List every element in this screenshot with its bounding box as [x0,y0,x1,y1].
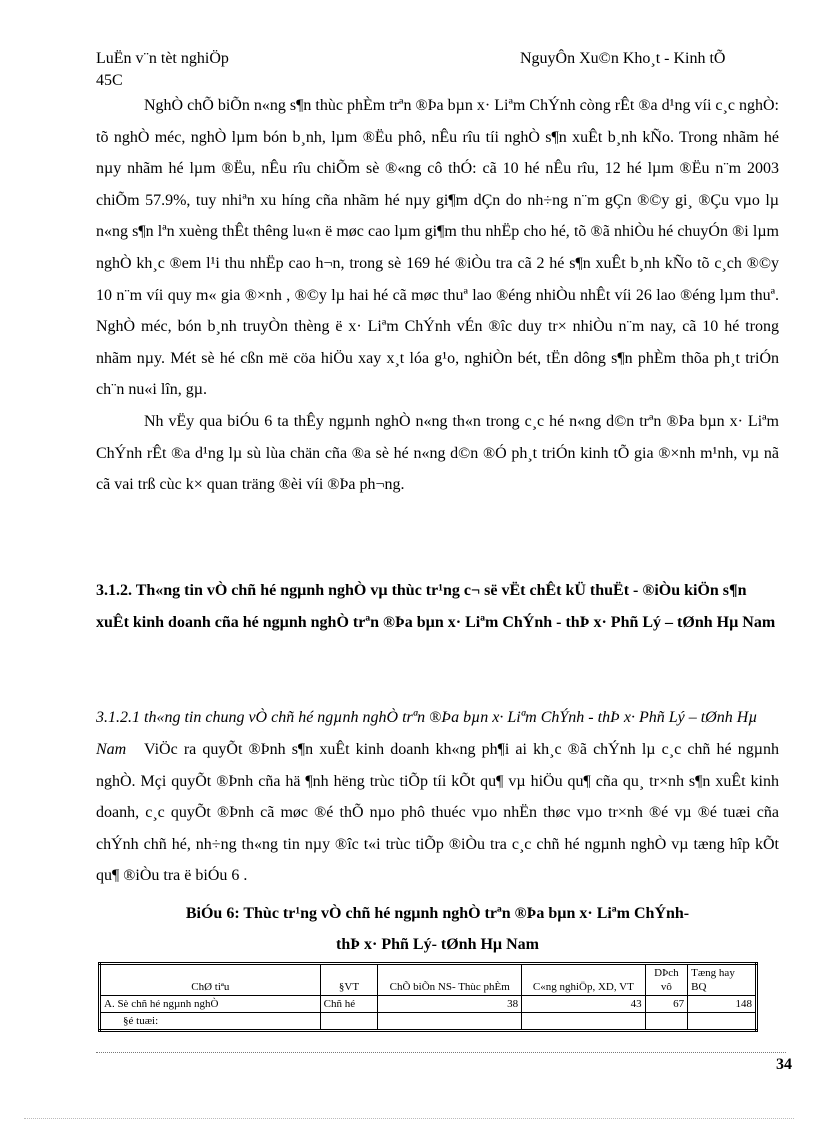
subsection-heading: 3.1.2.1 th«ng tin chung vÒ chñ hé ngµnh nghÒ trªn ®Þa bµn x· Liªm ChÝnh - thÞ x· Phñ Lý – tØnh Hµ Nam [96,709,758,758]
cell-food-processing [378,1013,522,1031]
caption-line-2: thÞ x· Phñ Lý- tØnh Hµ Nam [335,936,540,953]
page-bottom-divider [24,1118,794,1119]
col-header-industry: C«ng nghiÖp, XD, VT [522,964,646,996]
footer-divider [96,1052,786,1053]
cell-service [645,1013,688,1031]
data-table [98,962,758,1032]
paragraph-2: Nh vËy qua biÓu 6 ta thÊy ngµnh nghÒ n«ng th«n trong c¸c hé n«ng d©n trªn ®Þa bµn x· Liªm ChÝnh rÊt ®a d¹ng lµ sù lùa chän cña ®a sè hé n«ng d©n ®Ó ph¸t triÓn kinh tÕ gia ®×nh m¹nh, vµ nã cã vai trß cùc k× quan träng ®èi víi ®Þa ph¬ng. [96,412,779,494]
paragraph-1: NghÒ chÕ biÕn n«ng s¶n thùc phÈm trªn ®Þa bµn x· Liªm ChÝnh còng rÊt ®a d¹ng víi c¸c nghÒ: tõ nghÒ méc, nghÒ lµm bón b¸nh, lµm ®Ëu phô, nÊu rîu tíi nghÒ s¶n xuÊt b¸nh kÑo. Trong nhãm hé nµy nhãm hé lµm ®Ëu, nÊu rîu chiÕm sè ®«ng cô thÓ: cã 10 hé nÊu rîu, 12 hé lµm ®Ëu n¨m 2003 chiÕm 57.9%, tuy nhiªn xu híng cña nhãm hé nµy gi¶m dÇn do nh÷ng n¨m gÇn ®©y gi¸ ®Çu vµo lµ n«ng s¶n lªn xuèng thÊt thêng lu«n ë møc cao lµm gi¶m thu nhËp cho hé, tõ ®ã nhiÒu hé chuyÓn ®i lµm nghÒ kh¸c ®em l¹i thu nhËp cao h¬n, trong sè 169 hé ®iÒu tra cã 2 hé s¶n xuÊt b¸nh kÑo tõ c¸ch ®©y 10 n¨m víi quy m« gia ®×nh , ®©y lµ hai hé cã møc thuª lao ®éng nhiÒu nhÊt víi 26 lao ®éng lµm thuª. NghÒ méc, bón b¸nh truyÒn thèng ë x· Liªm ChÝnh vÉn ®îc duy tr× nhiÒu n¨m nay, cã 10 hé trong nhãm nµy. Mét sè hé cßn më cöa hiÖu xay x¸t lóa g¹o, nghiÒn bét, tËn dông s¶n phÈm thõa ph¸t triÓn ch¨n nu«i lîn, gµ. [96,97,779,399]
header-thesis-title: LuËn v¨n tèt nghiÖp [96,50,229,67]
col-header-unit: §VT [320,964,378,996]
table-row [100,1013,757,1031]
cell-indicator: §é tuæi: [100,1013,321,1031]
cell-food-processing: 38 [378,996,522,1013]
paragraph-3: ViÖc ra quyÕt ®Þnh s¶n xuÊt kinh doanh kh«ng ph¶i ai kh¸c ®ã chÝnh lµ c¸c chñ hé ngµnh nghÒ. Mçi quyÕt ®Þnh cña hä ¶nh hëng trùc tiÕp tíi kÕt qu¶ vµ hiÖu qu¶ cña qu¸ tr×nh s¶n xuÊt kinh doanh, c¸c quyÕt ®Þnh cã møc ®é thÕ nµo phô thuéc vµo nhËn thøc vµo tr×nh ®é vµ ®é tuæi cña chÝnh chñ hé, nh÷ng th«ng tin nµy ®îc t«i trùc tiÕp ®iÒu tra c¸c chñ hé ngµnh nghÒ vµ tæng hîp kÕt qu¶ ®iÒu tra ë biÓu 6 . [96,741,779,885]
cell-total [688,1013,757,1031]
header-left [96,48,229,92]
col-header-total: Tæng hay BQ [688,964,757,996]
cell-industry: 43 [522,996,646,1013]
cell-service: 67 [645,996,688,1013]
col-header-service: DÞch vô [645,964,688,996]
caption-line-1: BiÓu 6: Thùc tr¹ng vÒ chñ hé ngµnh nghÒ trªn ®Þa bµn x· Liªm ChÝnh- [185,905,690,922]
body-text [96,90,779,501]
body-text-2 [96,734,779,892]
cell-indicator: A. Sè chñ hé ngµnh nghÒ [100,996,321,1013]
page-number: 34 [776,1056,792,1073]
cell-unit [320,1013,378,1031]
cell-unit: Chñ hé [320,996,378,1013]
header-author: NguyÔn Xu©n Kho¸t - Kinh tÕ [520,50,726,67]
header-class: 45C [96,72,123,89]
table-caption [96,898,779,960]
cell-industry [522,1013,646,1031]
table-header-row [100,964,757,996]
col-header-indicator: ChØ tiªu [100,964,321,996]
section-heading: 3.1.2. Th«ng tin vÒ chñ hé ngµnh nghÒ vµ thùc tr¹ng c¬ së vËt chÊt kÜ thuËt - ®iÒu kiÖn s¶n xuÊt kinh doanh cña hé ngµnh nghÒ trªn ®Þa bµn x· Liªm ChÝnh - thÞ x· Phñ Lý – tØnh Hµ Nam [96,582,776,631]
cell-total: 148 [688,996,757,1013]
col-header-food-processing: ChÕ biÕn NS- Thùc phÈm [378,964,522,996]
table-row [100,996,757,1013]
